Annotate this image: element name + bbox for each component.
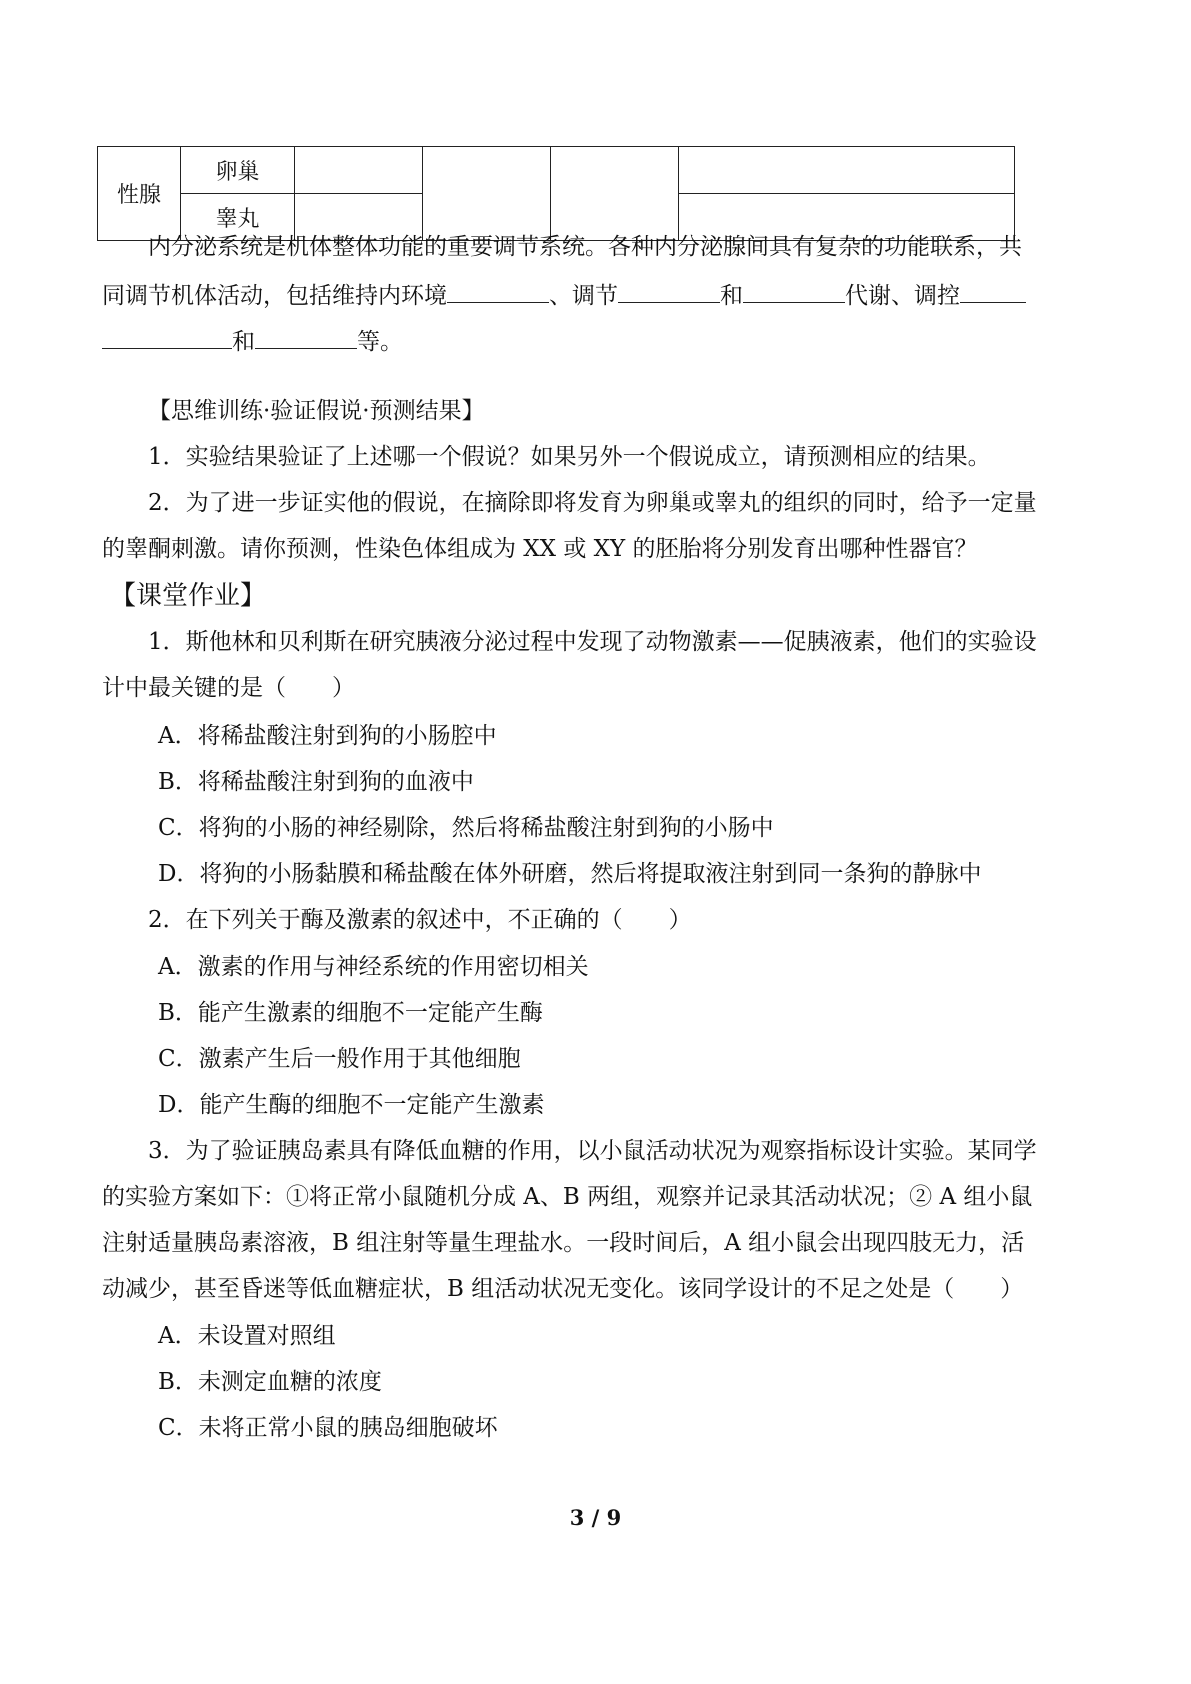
paragraph-line [102, 278, 1026, 311]
thinking-heading: 【思维训练·验证假说·预测结果】 [148, 398, 485, 424]
paragraph-text: 和 [232, 329, 255, 355]
question-text: 2．在下列关于酶及激素的叙述中，不正确的（ ） [148, 907, 692, 933]
paragraph-text: 等。 [357, 329, 403, 355]
table-cell-empty [295, 147, 423, 194]
fill-blank[interactable] [102, 324, 232, 349]
answer-option[interactable]: A．未设置对照组 [158, 1323, 336, 1349]
fill-blank[interactable] [960, 278, 1026, 303]
paragraph-text: 和 [720, 283, 743, 309]
question-text: 计中最关键的是（ ） [102, 675, 355, 701]
table-cell-ovary: 卵巢 [181, 147, 295, 194]
answer-option[interactable]: C．激素产生后一般作用于其他细胞 [158, 1046, 521, 1072]
paragraph-text: 代谢、调控 [845, 283, 960, 309]
answer-option[interactable]: A．激素的作用与神经系统的作用密切相关 [158, 954, 589, 980]
answer-option[interactable]: B．将稀盐酸注射到狗的血液中 [158, 769, 474, 795]
question-text: 1．斯他林和贝利斯在研究胰液分泌过程中发现了动物激素——促胰液素，他们的实验设 [148, 629, 1037, 655]
table-cell-empty [423, 147, 551, 241]
table-cell-testis: 睾丸 [181, 194, 295, 241]
answer-option[interactable]: B．能产生激素的细胞不一定能产生酶 [158, 1000, 543, 1026]
question-text: 注射适量胰岛素溶液，B 组注射等量生理盐水。一段时间后，A 组小鼠会出现四肢无力，活 [102, 1230, 1025, 1256]
thinking-question: 2．为了进一步证实他的假说，在摘除即将发育为卵巢或睾丸的组织的同时，给予一定量 [148, 490, 1037, 516]
table-cell-empty [551, 147, 679, 241]
page-number: 3 / 9 [569, 1505, 622, 1530]
fill-blank[interactable] [255, 324, 357, 349]
answer-option[interactable]: C．未将正常小鼠的胰岛细胞破坏 [158, 1415, 498, 1441]
homework-heading: 【课堂作业】 [110, 581, 267, 611]
answer-option[interactable]: D．将狗的小肠黏膜和稀盐酸在体外研磨，然后将提取液注射到同一条狗的静脉中 [158, 861, 982, 887]
answer-option[interactable]: D．能产生酶的细胞不一定能产生激素 [158, 1092, 545, 1118]
fill-blank[interactable] [447, 278, 549, 303]
thinking-question: 1．实验结果验证了上述哪一个假说？如果另外一个假说成立，请预测相应的结果。 [148, 444, 991, 470]
table-row [98, 147, 1015, 194]
table-cell-empty [679, 147, 1015, 194]
paragraph-line: 内分泌系统是机体整体功能的重要调节系统。各种内分泌腺间具有复杂的功能联系，共 [148, 234, 1022, 260]
thinking-question: 的睾酮刺激。请你预测，性染色体组成为 XX 或 XY 的胚胎将分别发育出哪种性器官？ [102, 536, 978, 562]
question-text: 的实验方案如下：①将正常小鼠随机分成 A、B 两组，观察并记录其活动状况；② A 组小鼠 [102, 1184, 1033, 1210]
paragraph-text: 同调节机体活动，包括维持内环境 [102, 283, 447, 309]
paragraph-text: 、调节 [549, 283, 618, 309]
fill-blank[interactable] [618, 278, 720, 303]
question-text: 3．为了验证胰岛素具有降低血糖的作用，以小鼠活动状况为观察指标设计实验。某同学 [148, 1138, 1037, 1164]
answer-option[interactable]: C．将狗的小肠的神经剔除，然后将稀盐酸注射到狗的小肠中 [158, 815, 774, 841]
table-row-header: 性腺 [98, 147, 181, 241]
paragraph-line [102, 324, 403, 357]
fill-blank[interactable] [743, 278, 845, 303]
answer-option[interactable]: B．未测定血糖的浓度 [158, 1369, 382, 1395]
answer-option[interactable]: A．将稀盐酸注射到狗的小肠腔中 [158, 723, 497, 749]
question-text: 动减少，甚至昏迷等低血糖症状，B 组活动状况无变化。该同学设计的不足之处是（ ） [102, 1276, 1024, 1302]
gland-table [97, 146, 1015, 241]
